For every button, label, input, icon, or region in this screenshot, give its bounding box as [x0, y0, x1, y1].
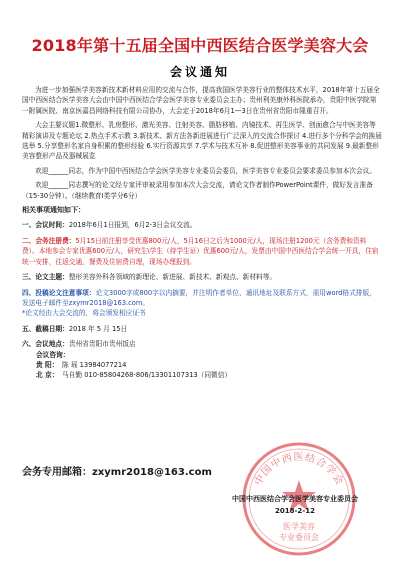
section-deadline: [22, 324, 382, 334]
consult-block: [36, 350, 382, 381]
section-label: 三、论文主题：: [22, 273, 69, 282]
section-time: [22, 220, 382, 230]
svg-text:医学美容: 医学美容: [283, 522, 315, 531]
section-text: 整形美容外科各领域的新理论、新进展、新技术、新观点、新材料等。: [68, 273, 277, 282]
conference-email: 会务专用邮箱：zxymr2018@163.com: [22, 467, 212, 478]
contact-row: [36, 360, 382, 370]
section-venue: [22, 339, 382, 381]
page-title: 2018年第十五届全国中西医结合医学美容大会: [31, 36, 369, 55]
page-subtitle: 会议通知: [169, 65, 230, 79]
contact-city: 贵 阳：: [36, 360, 59, 369]
section-text: 2018年6月1日报到，6月2-3日会议交流。: [68, 221, 197, 230]
section-text: 2018 年 5 月 15日: [68, 324, 128, 333]
contact-row: [36, 370, 382, 380]
member-invite-paragraph: 欢迎______同志，作为中国中西医结合学会医学美容专业委员会委员，医学美容专业委员会要求委员参加本次会议。: [35, 166, 377, 175]
issue-date: 2018-2-12: [275, 507, 315, 515]
agenda-paragraph: 大会主要议题1.微整形、乳房整形、激光美容、注射美容、脂肪移植、内镜技术、再生医学、创面愈合与中医美容等精彩演讲及专题论坛 2.热点手术示教 3.新技术、新方法各新进展进行广泛深入的交流合作探讨 4.进行多个分科学会的换届选举 5.分享整形名家自身积累的整形经验 6.实行资源共享 7.学术与技术互补 8.促进整形美容事业的共同发展 9.最新整形美容整形产品及器械展览: [22, 121, 382, 161]
svg-text:中国中西医结合学会: 中国中西医结合学会: [252, 452, 346, 488]
section-submission: [22, 288, 382, 319]
section-text: 论文3000字或800字以内摘要，并注明作者单位、通讯地址及联系方式，需用word格式排版，发送电子邮件至zxymr2018@163.com。: [22, 288, 376, 307]
section-label: 五、截稿日期：: [22, 324, 69, 333]
section-label: 六、会议地点：: [22, 340, 69, 349]
section-label: 二、会务注册费：: [22, 236, 76, 245]
svg-text:专业委员会: 专业委员会: [279, 533, 319, 542]
section-topics: [22, 272, 382, 282]
section-label: 四、投稿论文注意事项：: [22, 288, 96, 297]
matters-heading: 相关事项通知如下：: [22, 206, 85, 215]
submission-note: *论文经由大会交流的，将会颁发相应证书: [22, 309, 146, 318]
contact-info: 马自勤 010-85804268-806/13301107313（同微信）: [62, 371, 232, 380]
issuing-organization: 中国中西医结合学会医学美容专业委员会: [232, 495, 358, 503]
contact-info: 陈 瑶 13984077214: [62, 360, 127, 369]
notice-body: [22, 85, 382, 383]
intro-paragraph: 为进一步加强医学美容新技术新材料应用的交流与合作，提高我国医学美容行业的整体技术水平，2018年第十五届全国中西医结合医学美容大会由中国中西医结合学会医学美容专业委员会主办；贵州利美康外科医院承办，贵阳中医学院第一附属医院、南京医嘉昌网络科技有限公司协办，大会定于2018年6月1—3日在贵州省贵阳市隆重召开。: [22, 86, 380, 115]
author-invite-paragraph: 欢迎______同志撰写的论文经专家评审被录用参加本次大会交流，请论文作者制作PowerPoint课件，做好发言准备（15-30分钟）。（继续教育I类学分6分）: [22, 181, 373, 200]
section-text: 贵州省贵阳市贵州饭店: [68, 340, 136, 349]
contact-city: 北 京：: [36, 371, 59, 380]
consult-label: 会议咨询：: [36, 350, 70, 359]
section-fee: [22, 236, 382, 267]
section-label: 一、会议时间：: [22, 221, 69, 230]
section-text: 5月15日前注册享受优惠800元/人，5月16日之后为1000元/人，现场注册1200元（含务费和资料费）。本地参会专家优惠600元/人，研究生\学生（持学生证）优惠600元/人，发票由中国中西医结合学会统一开具，住宿统一安排，往返交通，餐费及住宿费自理，现场办理报到。: [22, 236, 379, 266]
